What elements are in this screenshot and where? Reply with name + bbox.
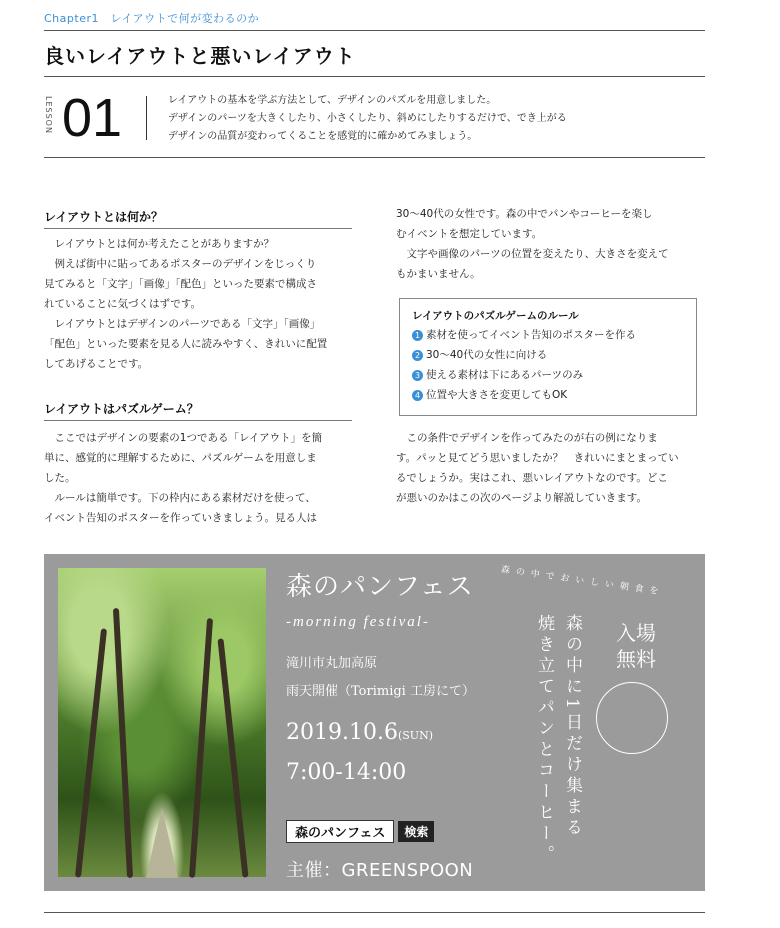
header-rule-bottom — [44, 157, 705, 158]
lesson-label: LESSON — [44, 96, 53, 134]
body-line: れていることに気づくはずです。 — [44, 298, 201, 310]
lead-line: デザインのパーツを大きくしたり、小さくしたり、斜めにしたりするだけで、でき上がる — [168, 113, 567, 124]
tree-trunk — [189, 618, 213, 878]
chapter-label: Chapter1 レイアウトで何が変わるのか — [44, 12, 260, 25]
rules-box-title: レイアウトのパズルゲームのルール — [412, 310, 579, 322]
section-rule — [44, 228, 352, 229]
poster-search-button: 検索 — [398, 821, 434, 842]
poster-title: 森のパンフェス — [286, 572, 474, 602]
event-poster — [44, 554, 705, 891]
body-line: 文字や画像のパーツの位置を変えたり、大きさを変えて — [396, 248, 669, 260]
poster-time: 7:00-14:00 — [286, 760, 407, 785]
poster-subtitle: -morning festival- — [286, 614, 430, 630]
poster-circle-decoration — [596, 682, 668, 754]
rule-item — [412, 345, 684, 365]
number-badge-icon: 4 — [412, 390, 423, 401]
poster-entry-free — [604, 620, 668, 672]
body-line: るでしょうか。実はこれ、悪いレイアウトなのです。どこ — [396, 472, 668, 484]
body-line: 見てみると「文字」「画像」「配色」といった要素で構成さ — [44, 278, 317, 290]
poster-organizer: 主催：GREENSPOON — [286, 860, 474, 881]
body-line: が悪いのかはこの次のページより解説していきます。 — [396, 492, 647, 504]
page-title: 良いレイアウトと悪いレイアウト — [44, 44, 356, 68]
rules-box — [399, 298, 697, 416]
lead-text — [168, 92, 567, 146]
footer-rule — [44, 912, 705, 913]
body-line: した。 — [44, 472, 76, 484]
rule-item-text: 30〜40代の女性に向ける — [426, 349, 548, 361]
rule-item — [412, 325, 684, 345]
body-line: 30〜40代の女性です。森の中でパンやコーヒーを楽し — [396, 208, 653, 220]
poster-vertical-line2: 森の中に1日だけ集まる — [562, 614, 582, 839]
body-line: レイアウトとは何か考えたことがありますか？ — [44, 238, 275, 250]
tree-trunk — [217, 638, 248, 877]
body-line: す。パッと見てどう思いましたか？ きれいにまとまってい — [396, 452, 679, 464]
header-rule-mid — [44, 76, 705, 77]
number-badge-icon: 1 — [412, 330, 423, 341]
lesson-divider — [146, 96, 147, 140]
lead-line: レイアウトの基本を学ぶ方法として、デザインのパズルを用意しました。 — [168, 95, 497, 106]
poster-tagline: 森の中でおいしい朝食を — [500, 564, 665, 598]
entry-line: 入場 — [616, 621, 656, 645]
body-line: してあげることです。 — [44, 358, 149, 370]
number-badge-icon: 3 — [412, 370, 423, 381]
lead-line: デザインの品質が変わってくることを感覚的に確かめてみましょう。 — [168, 131, 478, 142]
body-line: 「配色」といった要素を見る人に読みやすく、きれいに配置 — [44, 338, 328, 350]
body-line: レイアウトとはデザインのパーツである「文字」「画像」 — [44, 318, 321, 330]
rule-item — [412, 365, 684, 385]
body-line: ここではデザインの要素の1つである「レイアウト」を簡 — [44, 432, 323, 444]
tree-trunk — [75, 628, 107, 877]
rule-item-text: 位置や大きさを変更してもOK — [426, 389, 568, 401]
rule-item-text: 素材を使ってイベント告知のポスターを作る — [426, 329, 636, 341]
body-line: ルールは簡単です。下の枠内にある素材だけを使って、 — [44, 492, 316, 504]
poster-place: 滝川市丸加高原 — [286, 656, 378, 671]
poster-date — [286, 720, 433, 745]
poster-rain-note: 雨天開催（Torimigi 工房にて） — [286, 684, 475, 699]
rule-item — [412, 385, 684, 405]
section-rule — [44, 420, 352, 421]
forest-path — [146, 808, 178, 878]
poster-search-box — [286, 820, 434, 843]
lesson-number: 01 — [62, 88, 123, 148]
poster-weekday: (SUN) — [397, 729, 433, 742]
body-line: イベント告知のポスターを作っていきましょう。見る人は — [44, 512, 317, 524]
entry-line: 無料 — [616, 647, 656, 671]
section-heading-puzzle-game: レイアウトはパズルゲーム？ — [44, 402, 199, 416]
body-line: この条件でデザインを作ってみたのが右の例になりま — [396, 432, 658, 444]
body-line: 例えば街中に貼ってあるポスターのデザインをじっくり — [44, 258, 317, 270]
right-column-top-body — [396, 204, 708, 284]
poster-vertical-line1: 焼き立てパンとコーヒー。 — [534, 614, 554, 866]
header-rule-top — [44, 30, 705, 31]
section2-body — [44, 428, 356, 528]
body-line: 単に、感覚的に理解するために、パズルゲームを用意しま — [44, 452, 317, 464]
right-column-bottom-body — [396, 428, 708, 508]
body-line: もかまいません。 — [396, 268, 481, 280]
forest-photo — [58, 568, 266, 877]
rule-item-text: 使える素材は下にあるパーツのみ — [426, 369, 584, 381]
section-heading-what-is-layout: レイアウトとは何か？ — [44, 210, 164, 224]
poster-search-field: 森のパンフェス — [286, 820, 394, 843]
section1-body — [44, 234, 356, 374]
poster-date-value: 2019.10.6 — [286, 720, 398, 745]
body-line: むイベントを想定しています。 — [396, 228, 543, 240]
number-badge-icon: 2 — [412, 350, 423, 361]
tree-trunk — [113, 608, 133, 878]
